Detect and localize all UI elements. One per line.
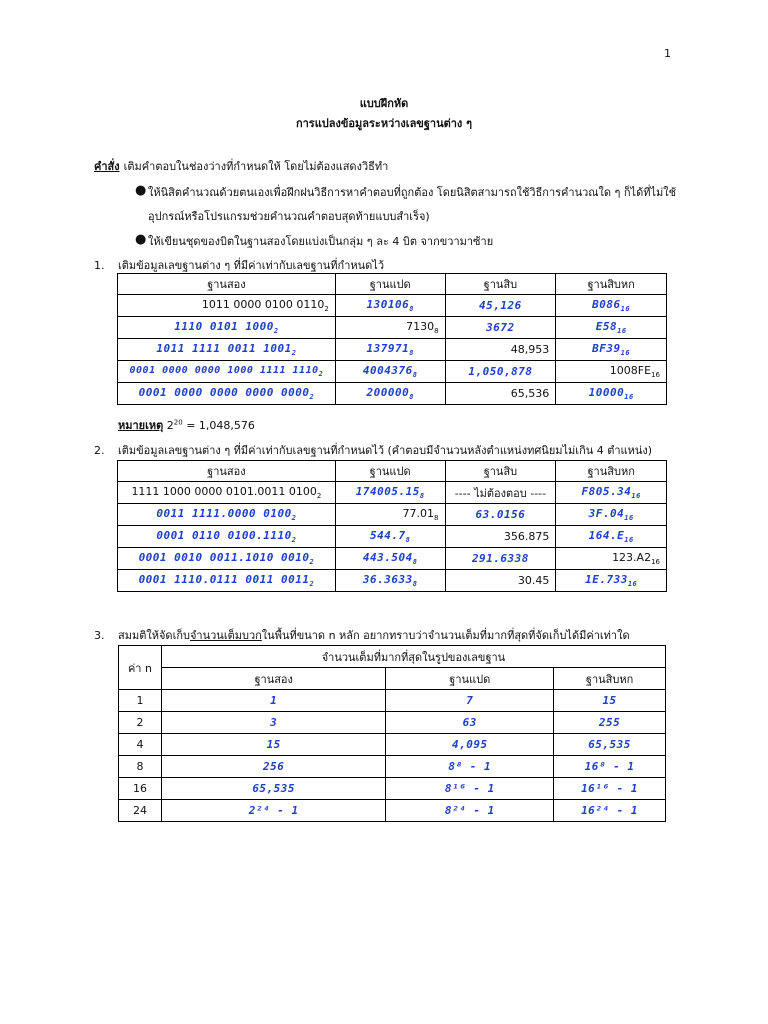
cell-octal-answer[interactable]: $137971_8$ xyxy=(335,339,445,361)
table-row xyxy=(118,317,667,339)
cell-octal-answer[interactable]: 8¹⁶ - 1 xyxy=(386,778,554,800)
cell-binary-answer[interactable]: 65,535 xyxy=(161,778,386,800)
cell-binary: 1111 1000 0000 0101.0011 $0100_2$ xyxy=(118,482,336,504)
col-header-decimal: ฐานสิบ xyxy=(445,461,556,482)
table-row xyxy=(118,570,667,592)
cell-octal-answer[interactable]: 7 xyxy=(386,690,554,712)
q3-table xyxy=(118,645,666,822)
table-row xyxy=(118,383,667,405)
cell-hex-answer[interactable]: $10000_{16}$ xyxy=(556,383,667,405)
question-3 xyxy=(94,626,630,644)
q1-table xyxy=(117,273,667,405)
cell-hex-answer[interactable]: $F805.34_{16}$ xyxy=(556,482,667,504)
cell-hex-answer[interactable]: $3F.04_{16}$ xyxy=(556,504,667,526)
cell-binary-answer[interactable]: 1110 0101 $1000_2$ xyxy=(118,317,336,339)
col-header-hex: ฐานสิบหก xyxy=(556,461,667,482)
cell-hex-answer[interactable]: 255 xyxy=(554,712,666,734)
col-header-octal: ฐานแปด xyxy=(335,461,445,482)
question-text-pre: สมมติให้จัดเก็บ xyxy=(118,629,190,642)
col-header-binary: ฐานสอง xyxy=(161,668,386,690)
cell-n: 1 xyxy=(119,690,162,712)
cell-hex-answer[interactable]: $164.E_{16}$ xyxy=(556,526,667,548)
cell-decimal-answer[interactable]: 1,050,878 xyxy=(445,361,556,383)
bullet-item: ● ให้นิสิตคำนวณด้วยตนเองเพื่อฝึกฝนวิธีการหาคำตอบที่ถูกต้อง โดยนิสิตสามารถใช้วิธีการคำนวณใด ๆ ก็ได้ที่ไม่ใช้ xyxy=(135,183,677,199)
cell-decimal-answer[interactable]: 63.0156 xyxy=(445,504,556,526)
cell-binary-answer[interactable]: 0011 1111.0000 $0100_2$ xyxy=(118,504,336,526)
table-row xyxy=(119,756,666,778)
cell-hex-answer[interactable]: 16⁸ - 1 xyxy=(554,756,666,778)
question-2 xyxy=(94,441,652,459)
cell-binary-answer[interactable]: 0001 0000 0000 1000 1111 $1110_2$ xyxy=(118,361,336,383)
cell-n: 8 xyxy=(119,756,162,778)
cell-binary-answer[interactable]: 0001 1110.0111 0011 $0011_2$ xyxy=(118,570,336,592)
cell-decimal-answer[interactable]: 3672 xyxy=(445,317,556,339)
table-row xyxy=(119,712,666,734)
table-row xyxy=(118,482,667,504)
col-header-n: ค่า n xyxy=(119,646,162,690)
cell-hex-answer[interactable]: 16²⁴ - 1 xyxy=(554,800,666,822)
cell-binary-answer[interactable]: 1 xyxy=(161,690,386,712)
q2-table xyxy=(117,460,667,592)
cell-binary-answer[interactable]: 2²⁴ - 1 xyxy=(161,800,386,822)
question-number: 2. xyxy=(94,444,105,457)
page-title: แบบฝึกหัด xyxy=(359,97,409,110)
cell-octal-answer[interactable]: 4,095 xyxy=(386,734,554,756)
cell-binary: 1011 0000 0100 $0110_2$ xyxy=(118,295,336,317)
cell-decimal: 30.45 xyxy=(445,570,556,592)
col-header-hex: ฐานสิบหก xyxy=(556,274,667,295)
cell-octal-answer[interactable]: $4004376_8$ xyxy=(335,361,445,383)
table-row xyxy=(118,504,667,526)
col-header-decimal: ฐานสิบ xyxy=(445,274,556,295)
cell-octal: $77.01_8$ xyxy=(335,504,445,526)
cell-n: 2 xyxy=(119,712,162,734)
cell-decimal-no-answer: ---- ไม่ต้องตอบ ---- xyxy=(445,482,556,504)
cell-octal-answer[interactable]: $200000_8$ xyxy=(335,383,445,405)
question-number: 3. xyxy=(94,629,105,642)
cell-n: 4 xyxy=(119,734,162,756)
bullet-item-continued: อุปกรณ์หรือโปรแกรมช่วยคำนวณคำตอบสุดท้ายแบบสำเร็จ) xyxy=(148,210,430,223)
col-header-hex: ฐานสิบหก xyxy=(554,668,666,690)
instruction xyxy=(94,157,388,175)
cell-n: 24 xyxy=(119,800,162,822)
cell-hex-answer[interactable]: $BF39_{16}$ xyxy=(556,339,667,361)
cell-n: 16 xyxy=(119,778,162,800)
cell-octal-answer[interactable]: $36.3633_8$ xyxy=(335,570,445,592)
cell-hex: $123.A2_{16}$ xyxy=(556,548,667,570)
cell-binary-answer[interactable]: 15 xyxy=(161,734,386,756)
cell-octal: $7130_8$ xyxy=(335,317,445,339)
table-row xyxy=(118,339,667,361)
table-row xyxy=(119,690,666,712)
cell-binary-answer[interactable]: 256 xyxy=(161,756,386,778)
cell-hex-answer[interactable]: $1E.733_{16}$ xyxy=(556,570,667,592)
table-row xyxy=(119,778,666,800)
col-header-octal: ฐานแปด xyxy=(335,274,445,295)
table-row xyxy=(118,295,667,317)
cell-hex-answer[interactable]: $B086_{16}$ xyxy=(556,295,667,317)
note-formula: $2^{20} = 1,048,576$ xyxy=(166,418,255,432)
cell-binary-answer[interactable]: 1011 1111 0011 $1001_2$ xyxy=(118,339,336,361)
cell-hex-answer[interactable]: $E58_{16}$ xyxy=(556,317,667,339)
cell-hex-answer[interactable]: 15 xyxy=(554,690,666,712)
cell-octal-answer[interactable]: $174005.15_8$ xyxy=(335,482,445,504)
cell-binary-answer[interactable]: 0001 0010 0011.1010 $0010_2$ xyxy=(118,548,336,570)
cell-binary-answer[interactable]: 0001 0000 0000 0000 $0000_2$ xyxy=(118,383,336,405)
table-row xyxy=(118,361,667,383)
bullet-dot-icon: ● xyxy=(135,183,147,198)
question-number: 1. xyxy=(94,259,105,272)
table-row xyxy=(119,734,666,756)
cell-octal-answer[interactable]: $544.7_8$ xyxy=(335,526,445,548)
col-header-octal: ฐานแปด xyxy=(386,668,554,690)
cell-octal-answer[interactable]: 8⁸ - 1 xyxy=(386,756,554,778)
col-header-binary: ฐานสอง xyxy=(118,274,336,295)
question-1 xyxy=(94,256,384,274)
cell-decimal-answer[interactable]: 291.6338 xyxy=(445,548,556,570)
cell-decimal: 48,953 xyxy=(445,339,556,361)
page-subtitle: การแปลงข้อมูลระหว่างเลขฐานต่าง ๆ xyxy=(295,117,473,130)
cell-decimal-answer[interactable]: 45,126 xyxy=(445,295,556,317)
cell-octal-answer[interactable]: $443.504_8$ xyxy=(335,548,445,570)
cell-decimal: 65,536 xyxy=(445,383,556,405)
table-row xyxy=(118,548,667,570)
cell-hex: $1008FE_{16}$ xyxy=(556,361,667,383)
cell-octal-answer[interactable]: $130106_8$ xyxy=(335,295,445,317)
cell-hex-answer[interactable]: 16¹⁶ - 1 xyxy=(554,778,666,800)
question-text-post: ในพื้นที่ขนาด n หลัก อยากทราบว่าจำนวนเต็มที่มากที่สุดที่จัดเก็บได้มีค่าเท่าใด xyxy=(261,629,630,642)
bullet-dot-icon: ● xyxy=(135,232,147,247)
note-keyword: หมายเหตุ xyxy=(118,419,164,432)
table-row xyxy=(118,526,667,548)
question-text: เติมข้อมูลเลขฐานต่าง ๆ ที่มีค่าเท่ากับเลขฐานที่กำหนดไว้ xyxy=(118,259,385,272)
col-header-binary: ฐานสอง xyxy=(118,461,336,482)
question-text-underlined: จำนวนเต็มบวก xyxy=(189,629,262,642)
question-text: เติมข้อมูลเลขฐานต่าง ๆ ที่มีค่าเท่ากับเลขฐานที่กำหนดไว้ (คำตอบมีจำนวนหลังตำแหน่งทศนิยมไม่เกิน 4 ตำแหน่ง) xyxy=(118,444,653,457)
q1-note xyxy=(118,416,255,434)
bullet-item: ● ให้เขียนชุดของบิตในฐานสองโดยแบ่งเป็นกลุ่ม ๆ ละ 4 บิต จากขวามาซ้าย xyxy=(135,232,494,248)
col-header-group: จำนวนเต็มที่มากที่สุดในรูปของเลขฐาน xyxy=(161,646,665,668)
cell-octal-answer[interactable]: 63 xyxy=(386,712,554,734)
cell-binary-answer[interactable]: 3 xyxy=(161,712,386,734)
cell-binary-answer[interactable]: 0001 0110 $0100.1110_2$ xyxy=(118,526,336,548)
page-number: 1 xyxy=(664,47,671,60)
instruction-text: เติมคำตอบในช่องว่างที่กำหนดให้ โดยไม่ต้องแสดงวิธีทำ xyxy=(123,160,389,173)
cell-decimal: 356.875 xyxy=(445,526,556,548)
cell-octal-answer[interactable]: 8²⁴ - 1 xyxy=(386,800,554,822)
table-row xyxy=(119,800,666,822)
cell-hex-answer[interactable]: 65,535 xyxy=(554,734,666,756)
instruction-keyword: คำสั่ง xyxy=(94,160,120,173)
